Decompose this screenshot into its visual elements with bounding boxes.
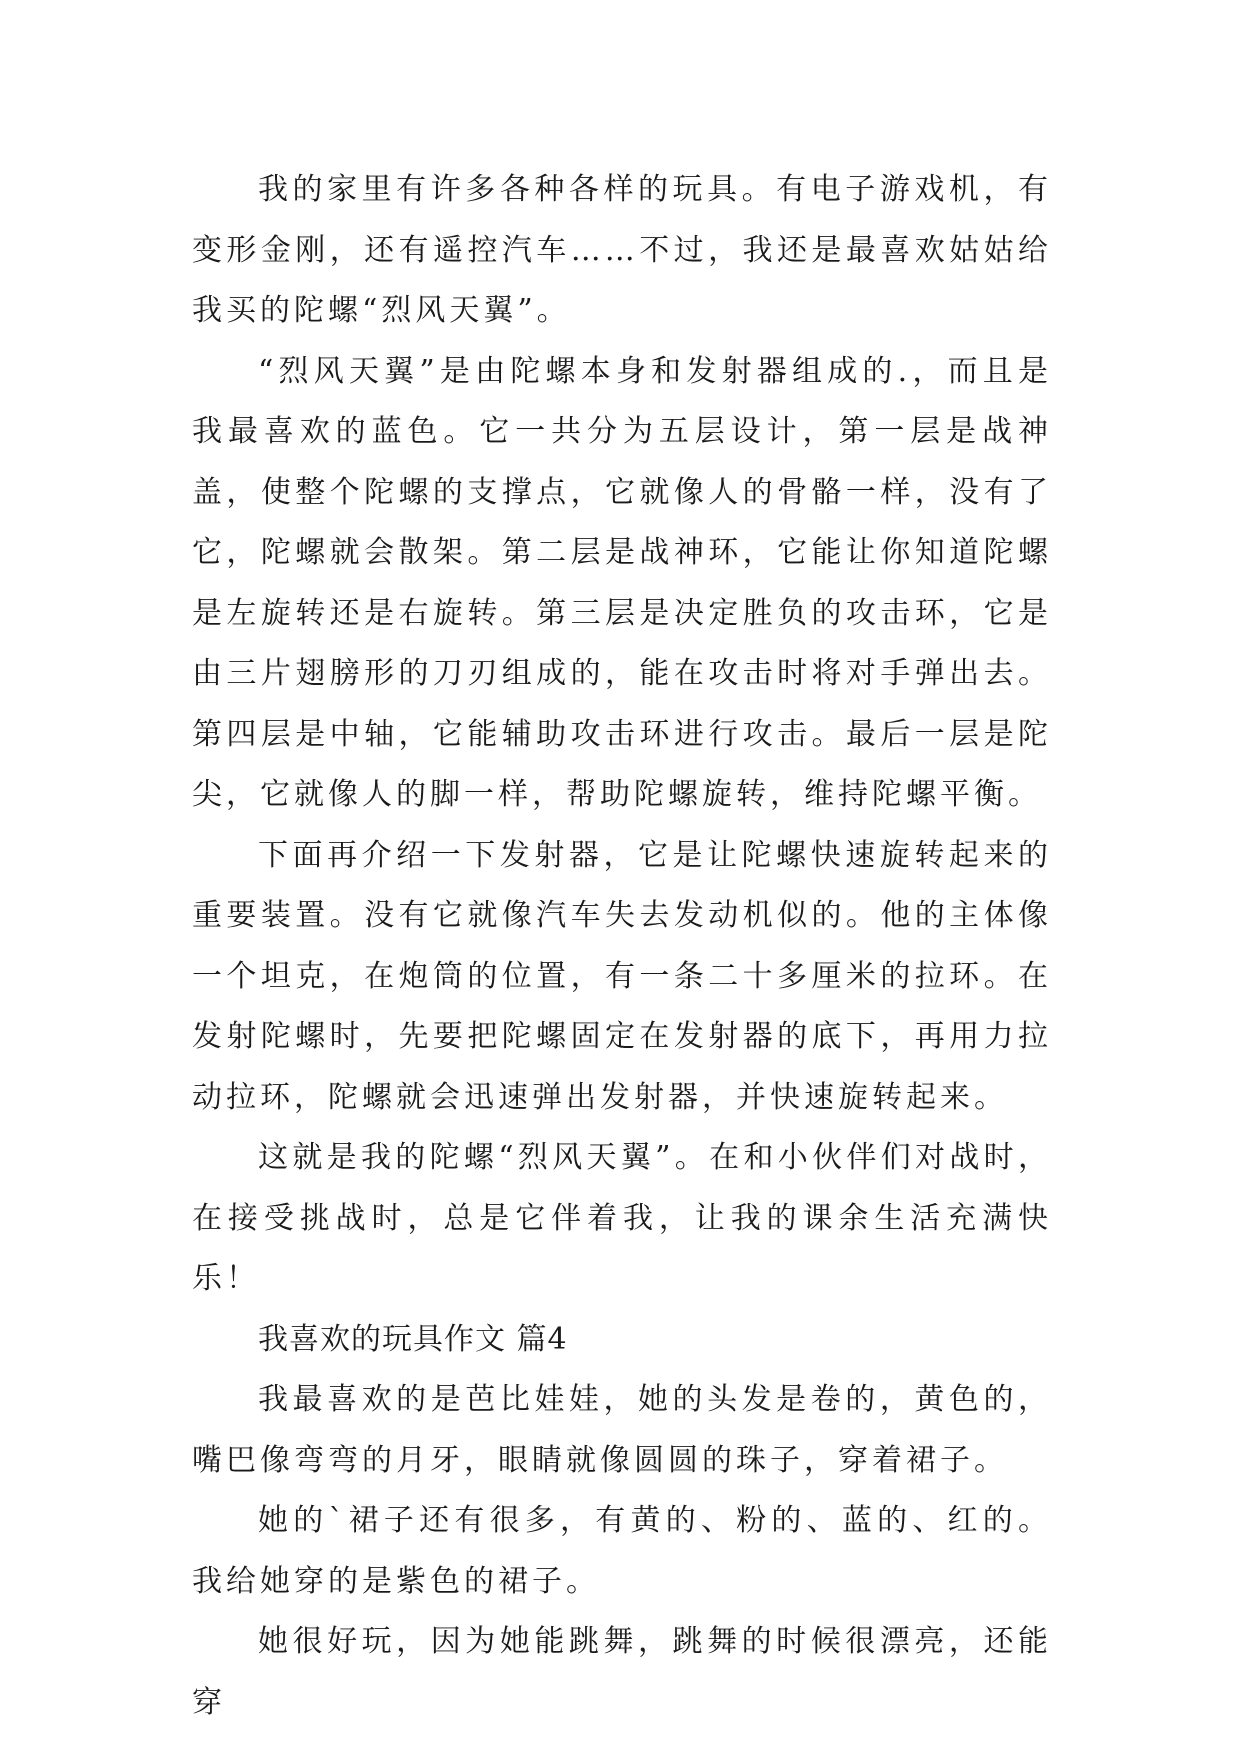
paragraph-barbie-dance: 她很好玩，因为她能跳舞，跳舞的时候很漂亮，还能穿 (192, 1624, 1052, 1720)
paragraph-intro: 我的家里有许多各种各样的玩具。有电子游戏机，有变形金刚，还有遥控汽车……不过，我还是最喜欢姑姑给我买的陀螺“烈风天翼”。 (192, 172, 1052, 328)
document-page (192, 160, 1052, 1733)
paragraph-gyro-structure: “烈风天翼”是由陀螺本身和发射器组成的.，而且是我最喜欢的蓝色。它一共分为五层设计，第一层是战神盖，使整个陀螺的支撑点，它就像人的骨骼一样，没有了它，陀螺就会散架。第二层是战神环，它能让你知道陀螺是左旋转还是右旋转。第三层是决定胜负的攻击环，它是由三片翅膀形的刀刃组成的，能在攻击时将对手弹出去。第四层是中轴，它能辅助攻击环进行攻击。最后一层是陀尖，它就像人的脚一样，帮助陀螺旋转，维持陀螺平衡。 (192, 353, 1052, 812)
section-heading: 我喜欢的玩具作文 篇4 (258, 1321, 568, 1357)
paragraph-launcher: 下面再介绍一下发射器，它是让陀螺快速旋转起来的重要装置。没有它就像汽车失去发动机似的。他的主体像一个坦克，在炮筒的位置，有一条二十多厘米的拉环。在发射陀螺时，先要把陀螺固定在发射器的底下，再用力拉动拉环，陀螺就会迅速弹出发射器，并快速旋转起来。 (192, 837, 1052, 1115)
paragraph-barbie-intro: 我最喜欢的是芭比娃娃，她的头发是卷的，黄色的，嘴巴像弯弯的月牙，眼睛就像圆圆的珠子，穿着裙子。 (192, 1382, 1052, 1478)
paragraph-conclusion: 这就是我的陀螺“烈风天翼”。在和小伙伴们对战时，在接受挑战时，总是它伴着我，让我的课余生活充满快乐！ (192, 1140, 1052, 1296)
paragraph-barbie-dresses: 她的`裙子还有很多，有黄的、粉的、蓝的、红的。我给她穿的是紫色的裙子。 (192, 1503, 1052, 1599)
